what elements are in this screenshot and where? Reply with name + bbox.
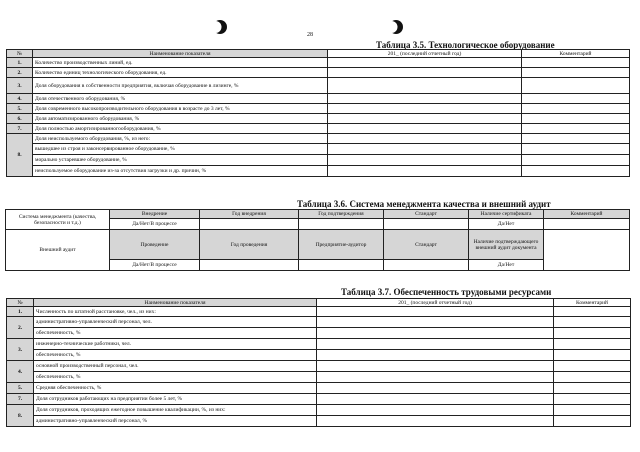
table-row [7,372,631,383]
row-label: Доля автоматизированного оборудования, % [33,114,328,124]
comment-cell[interactable] [522,94,630,104]
row-number: 3. [7,78,33,94]
comment-cell[interactable] [554,405,631,416]
table-row [7,104,630,114]
row-label: Доля оборудования в собственности предприятия, включая оборудование в лизинге, % [33,78,328,94]
table-3-6-title: Таблица 3.6. Система менеджмента качества и внешний аудит [297,199,551,209]
value-cell[interactable] [328,144,522,155]
table-row [7,68,630,78]
table-row [7,317,631,328]
table-row [7,114,630,124]
header-indicator: Наименование показателя [33,50,328,58]
table-3-7 [6,298,631,427]
comment-cell[interactable] [554,307,631,317]
comment-cell[interactable] [554,416,631,427]
comment-cell[interactable] [522,68,630,78]
row-label: Доля сотрудников, проходящих ежегодное повышение квалификации, %, из них: [34,405,317,416]
certificate-value[interactable]: Да/Нет [469,219,544,230]
row-label: морально устаревшее оборудование, % [33,155,328,166]
comment-cell[interactable] [554,372,631,383]
header-year: 201_ (последний отчетный год) [317,299,554,307]
value-cell[interactable] [328,78,522,94]
value-cell[interactable] [317,383,554,394]
row-label: административно-управленческий персонал, чел. [34,317,317,328]
binder-hole-left [212,19,228,35]
header-audit-conducted: Проведение [110,230,200,260]
header-confirmation-year: Год подтверждения [299,210,384,219]
row-number: 1. [7,58,33,68]
value-cell[interactable] [328,94,522,104]
table-3-6 [5,209,630,271]
row-number: 7. [7,394,34,405]
value-cell[interactable] [328,166,522,177]
row-label: вышедшее из строя и законсервированное оборудование, % [33,144,328,155]
row-label: административно-управленческий персонал, % [34,416,317,427]
row-number: 7. [7,124,33,134]
value-cell[interactable] [317,317,554,328]
row-label: Численность по штатной расстановке, чел., из них: [34,307,317,317]
header-implementation-year: Год внедрения [200,210,299,219]
comment-cell[interactable] [544,219,630,230]
row-label: Доля современного высокопроизводительного оборудования в возрасте до 3 лет, % [33,104,328,114]
value-cell[interactable] [328,58,522,68]
row-number: 1. [7,307,34,317]
row-number: 3. [7,339,34,361]
table-3-7-title: Таблица 3.7. Обеспеченность трудовыми ресурсами [341,287,552,297]
table-row [7,307,631,317]
header-num: № [7,50,33,58]
row-number: 6. [7,114,33,124]
implementation-year-cell[interactable] [200,219,299,230]
row-number: 5. [7,383,34,394]
table-row [7,405,631,416]
table-row [7,134,630,144]
table-row [7,58,630,68]
page-number: 28 [307,32,313,38]
value-cell[interactable] [317,372,554,383]
comment-cell[interactable] [554,317,631,328]
comment-cell[interactable] [522,155,630,166]
row-label: Количество производственных линий, ед. [33,58,328,68]
row-label: обеспеченность, % [34,328,317,339]
row-number: 2. [7,317,34,339]
table-row [7,416,631,427]
header-year: 201_ (последний отчетный год) [328,50,522,58]
comment-cell[interactable] [522,144,630,155]
comment-cell[interactable] [554,350,631,361]
value-cell[interactable] [317,350,554,361]
header-num: № [7,299,34,307]
table-row [7,361,631,372]
value-cell[interactable] [317,339,554,350]
table-row [7,94,630,104]
row-label: Доля полностью амортизированногооборудования, % [33,124,328,134]
table-row [7,328,631,339]
value-cell[interactable] [328,104,522,114]
value-cell[interactable] [328,114,522,124]
comment-cell[interactable] [522,58,630,68]
table-row [7,144,630,155]
row-number: 8. [7,405,34,427]
audit-standard-cell[interactable] [384,260,469,271]
row-label: Доля отечественного оборудования, % [33,94,328,104]
value-cell[interactable] [317,405,554,416]
row-label: неиспользуемое оборудование из-за отсутствия загрузки и др. причин, % [33,166,328,177]
implementation-value[interactable]: Да/Нет/В процессе [110,219,200,230]
header-indicator: Наименование показателя [34,299,317,307]
header-audit-year: Год проведения [200,230,299,260]
comment-cell[interactable] [554,339,631,350]
table-row [7,339,631,350]
header-comment: Комментарий [522,50,630,58]
table-row [7,155,630,166]
row-label: обеспеченность, % [34,350,317,361]
value-cell[interactable] [328,124,522,134]
table-row [7,350,631,361]
row-number: 5. [7,104,33,114]
binder-hole-right [388,19,404,35]
audit-conducted-value[interactable]: Да/Нет/В процессе [110,260,200,271]
comment-cell[interactable] [544,230,630,271]
row-label: Количество единиц технологического оборудования, ед. [33,68,328,78]
standard-cell[interactable] [384,219,469,230]
header-comment: Комментарий [554,299,631,307]
table-row [7,166,630,177]
header-implementation: Внедрение [110,210,200,219]
comment-cell[interactable] [522,166,630,177]
value-cell[interactable] [317,361,554,372]
value-cell[interactable] [317,394,554,405]
comment-cell[interactable] [554,328,631,339]
table-3-5 [6,49,630,177]
comment-cell[interactable] [522,124,630,134]
comment-cell[interactable] [554,394,631,405]
header-audit-document: Наличие подтверждающего внешний аудит документа [469,230,544,260]
table-row [7,383,631,394]
row-label: Доля сотрудников работающих на предприятии более 5 лет, % [34,394,317,405]
comment-cell[interactable] [522,114,630,124]
value-cell[interactable] [317,416,554,427]
table-row [7,78,630,94]
row-label: Средняя обеспеченность, % [34,383,317,394]
comment-cell[interactable] [522,78,630,94]
row-number: 4. [7,94,33,104]
external-audit-label: Внешний аудит [6,230,110,271]
row-number: 4. [7,361,34,383]
row-number: 8. [7,134,33,177]
value-cell[interactable] [317,307,554,317]
table-3-5-title: Таблица 3.5. Технологическое оборудование [376,40,555,50]
comment-cell[interactable] [554,361,631,372]
header-certificate: Наличие сертификата [469,210,544,219]
row-label: Доля неиспользуемого оборудования, %, из него: [33,134,328,144]
header-auditor: Предприятие-аудитор [299,230,384,260]
row-number: 2. [7,68,33,78]
confirmation-year-cell[interactable] [299,219,384,230]
header-standard: Стандарт [384,210,469,219]
audit-document-value[interactable]: Да/Нет [469,260,544,271]
row-label: инженерно-технические работники, чел. [34,339,317,350]
comment-cell[interactable] [522,134,630,144]
comment-cell[interactable] [522,104,630,114]
audit-year-cell[interactable] [200,260,299,271]
value-cell[interactable] [328,155,522,166]
value-cell[interactable] [328,68,522,78]
comment-cell[interactable] [554,383,631,394]
row-label: обеспеченность, % [34,372,317,383]
value-cell[interactable] [317,328,554,339]
header-comment: Комментарий [544,210,630,219]
header-audit-standard: Стандарт [384,230,469,260]
table-row [7,394,631,405]
value-cell[interactable] [328,134,522,144]
row-label: основной производственный персонал, чел. [34,361,317,372]
system-label: Система менеджмента (качества, безопасности и т.д.) [6,210,110,230]
table-row [7,124,630,134]
auditor-cell[interactable] [299,260,384,271]
